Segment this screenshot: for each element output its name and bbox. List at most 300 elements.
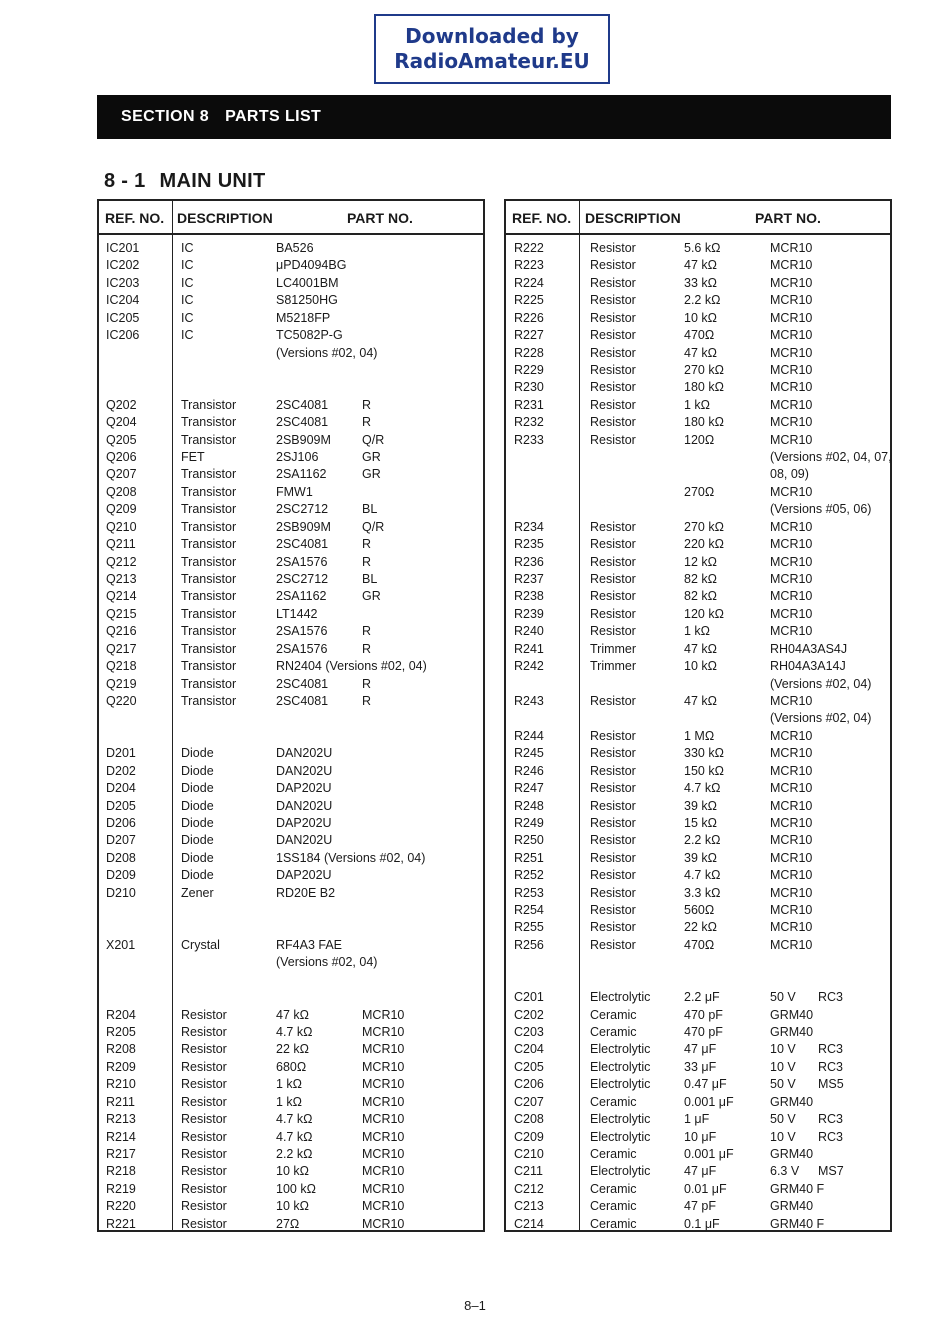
part-no-cell: MCR10 xyxy=(362,1094,405,1109)
description-cell: Diode xyxy=(181,763,214,778)
part-no-cell: R xyxy=(362,624,372,639)
description-cell: IC xyxy=(181,258,194,273)
value-cell: 47 μF xyxy=(684,1164,717,1179)
description-cell: Resistor xyxy=(590,519,636,534)
description-cell: Transistor xyxy=(181,432,237,447)
ref-cell: R227 xyxy=(514,328,544,343)
table-row xyxy=(99,815,483,832)
part-no-cell: 10 V xyxy=(770,1059,796,1074)
value-cell: 2SC4081 xyxy=(276,693,329,708)
value-cell: DAP202U xyxy=(276,781,332,796)
table-row xyxy=(506,832,890,849)
table-row xyxy=(99,501,483,518)
table-row xyxy=(99,1146,483,1163)
parts-table-right xyxy=(504,199,892,1232)
value-cell: 2SA1576 xyxy=(276,554,328,569)
description-cell: Resistor xyxy=(181,1112,227,1127)
table-row xyxy=(99,867,483,884)
table-row xyxy=(506,588,890,605)
ref-cell: R213 xyxy=(106,1112,136,1127)
part-no-cell: MCR10 xyxy=(770,606,813,621)
header-part-no: PART NO. xyxy=(755,210,821,226)
part-no-cell: MCR10 xyxy=(770,572,813,587)
description-cell: Resistor xyxy=(590,293,636,308)
description-cell: Transistor xyxy=(181,537,237,552)
ref-cell: D205 xyxy=(106,798,136,813)
part-no-cell: GRM40 xyxy=(770,1024,814,1039)
description-cell: Resistor xyxy=(181,1059,227,1074)
table-row xyxy=(506,989,890,1006)
part-no-cell: MCR10 xyxy=(362,1181,405,1196)
ref-cell: R238 xyxy=(514,589,544,604)
part-no-cell: R xyxy=(362,641,372,656)
ref-cell: C209 xyxy=(514,1129,544,1144)
description-cell: Trimmer xyxy=(590,641,637,656)
ref-cell: D210 xyxy=(106,885,136,900)
ref-cell: Q207 xyxy=(106,467,137,482)
table-row xyxy=(99,937,483,954)
table-row xyxy=(99,780,483,797)
description-cell: Ceramic xyxy=(590,1146,637,1161)
table-row xyxy=(99,658,483,675)
description-cell: Diode xyxy=(181,833,214,848)
part-no-cell: (Versions #02, 04) xyxy=(770,711,872,726)
table-row xyxy=(99,414,483,431)
table-row xyxy=(99,989,483,1006)
part-no-cell: GRM40 F xyxy=(770,1181,825,1196)
ref-cell: R234 xyxy=(514,519,544,534)
value-cell: 2SC2712 xyxy=(276,502,329,517)
part-no-cell: MCR10 xyxy=(770,397,813,412)
ref-cell: Q217 xyxy=(106,641,137,656)
table-row xyxy=(506,798,890,815)
part-no-cell: 10 V xyxy=(770,1129,796,1144)
description-cell: IC xyxy=(181,293,194,308)
header-description: DESCRIPTION xyxy=(585,210,681,226)
parts-rows-left xyxy=(99,240,483,1233)
table-row xyxy=(99,257,483,274)
ref-cell: C211 xyxy=(514,1164,543,1179)
description-cell: Diode xyxy=(181,798,214,813)
table-row xyxy=(99,832,483,849)
value-cell: (Versions #02, 04) xyxy=(276,955,378,970)
table-row xyxy=(506,815,890,832)
value-cell: 220 kΩ xyxy=(684,537,724,552)
ref-cell: R218 xyxy=(106,1164,136,1179)
value-cell: 4.7 kΩ xyxy=(276,1129,313,1144)
part-suffix-cell: RC3 xyxy=(818,1129,844,1144)
ref-cell: R219 xyxy=(106,1181,136,1196)
table-row xyxy=(99,1094,483,1111)
table-row xyxy=(506,379,890,396)
ref-cell: R248 xyxy=(514,798,544,813)
ref-cell: D201 xyxy=(106,746,136,761)
description-cell: Transistor xyxy=(181,572,237,587)
value-cell: 22 kΩ xyxy=(276,1042,309,1057)
part-no-cell: Q/R xyxy=(362,432,385,447)
part-no-cell: (Versions #02, 04, 07, xyxy=(770,450,892,465)
value-cell: DAN202U xyxy=(276,798,333,813)
value-cell: 4.7 kΩ xyxy=(684,868,721,883)
part-no-cell: 50 V xyxy=(770,990,796,1005)
table-row xyxy=(99,1041,483,1058)
value-cell: 12 kΩ xyxy=(684,554,717,569)
table-row xyxy=(99,623,483,640)
ref-cell: D209 xyxy=(106,868,136,883)
ref-cell: R247 xyxy=(514,781,544,796)
ref-cell: Q210 xyxy=(106,519,137,534)
table-row xyxy=(99,466,483,483)
ref-cell: Q212 xyxy=(106,554,137,569)
value-cell: 1 MΩ xyxy=(684,728,715,743)
ref-cell: Q218 xyxy=(106,659,137,674)
value-cell: 47 kΩ xyxy=(684,693,717,708)
part-no-cell: MCR10 xyxy=(770,833,813,848)
table-row xyxy=(506,310,890,327)
value-cell: 1 kΩ xyxy=(276,1077,303,1092)
description-cell: Ceramic xyxy=(590,1094,637,1109)
stamp-line-1: Downloaded by xyxy=(405,24,579,48)
table-row xyxy=(99,379,483,396)
description-cell: Resistor xyxy=(590,815,636,830)
description-cell: Resistor xyxy=(590,693,636,708)
table-row xyxy=(506,1041,890,1058)
section-title: PARTS LIST xyxy=(225,108,322,125)
description-cell: Resistor xyxy=(590,903,636,918)
value-cell: 0.01 μF xyxy=(684,1181,727,1196)
part-no-cell: GRM40 xyxy=(770,1007,814,1022)
table-row xyxy=(99,1024,483,1041)
value-cell: 2SA1162 xyxy=(276,467,327,482)
ref-cell: C203 xyxy=(514,1024,544,1039)
ref-cell: X201 xyxy=(106,937,136,952)
description-cell: Resistor xyxy=(590,868,636,883)
value-cell: DAN202U xyxy=(276,763,333,778)
table-row xyxy=(99,449,483,466)
description-cell: FET xyxy=(181,450,205,465)
section-label: SECTION 8 xyxy=(121,108,210,125)
ref-cell: C206 xyxy=(514,1077,544,1092)
description-cell: Resistor xyxy=(590,937,636,952)
description-cell: Diode xyxy=(181,746,214,761)
stamp-line-2: RadioAmateur.EU xyxy=(394,49,590,73)
table-row xyxy=(506,571,890,588)
part-no-cell: MCR10 xyxy=(770,903,813,918)
part-no-cell: 6.3 V xyxy=(770,1164,800,1179)
part-no-cell: MCR10 xyxy=(770,554,813,569)
table-row xyxy=(506,257,890,274)
value-cell: 2SC4081 xyxy=(276,415,329,430)
part-no-cell: 10 V xyxy=(770,1042,796,1057)
table-row xyxy=(99,292,483,309)
ref-cell: R252 xyxy=(514,868,544,883)
value-cell: 4.7 kΩ xyxy=(276,1024,313,1039)
ref-cell: R253 xyxy=(514,885,544,900)
ref-cell: IC204 xyxy=(106,293,140,308)
description-cell: Resistor xyxy=(590,380,636,395)
ref-cell: C202 xyxy=(514,1007,544,1022)
ref-cell: R245 xyxy=(514,746,544,761)
value-cell: 2.2 kΩ xyxy=(684,833,721,848)
value-cell: μPD4094BG xyxy=(276,258,347,273)
description-cell: Transistor xyxy=(181,589,237,604)
part-no-cell: GRM40 F xyxy=(770,1216,825,1231)
table-row xyxy=(99,240,483,257)
part-no-cell: MCR10 xyxy=(770,763,813,778)
value-cell: 270 kΩ xyxy=(684,519,724,534)
description-cell: Transistor xyxy=(181,397,237,412)
description-cell: Resistor xyxy=(590,624,636,639)
value-cell: 47 kΩ xyxy=(276,1007,309,1022)
ref-cell: R251 xyxy=(514,850,544,865)
ref-cell: R214 xyxy=(106,1129,136,1144)
table-row xyxy=(99,1111,483,1128)
part-no-cell: MCR10 xyxy=(770,432,813,447)
description-cell: Diode xyxy=(181,868,214,883)
description-cell: Resistor xyxy=(590,885,636,900)
part-no-cell: GR xyxy=(362,450,381,465)
download-stamp xyxy=(374,14,610,84)
description-cell: Ceramic xyxy=(590,1199,637,1214)
part-no-cell: R xyxy=(362,537,372,552)
value-cell: 0.1 μF xyxy=(684,1216,720,1231)
value-cell: RD20E B2 xyxy=(276,885,336,900)
table-row xyxy=(506,397,890,414)
description-cell: Resistor xyxy=(590,606,636,621)
table-row xyxy=(99,798,483,815)
description-cell: Transistor xyxy=(181,606,237,621)
ref-cell: R211 xyxy=(106,1094,135,1109)
part-no-cell: MCR10 xyxy=(770,415,813,430)
table-row xyxy=(506,1181,890,1198)
description-cell: Resistor xyxy=(181,1024,227,1039)
ref-cell: R241 xyxy=(514,641,544,656)
description-cell: Ceramic xyxy=(590,1181,637,1196)
table-row xyxy=(506,1129,890,1146)
value-cell: 4.7 kΩ xyxy=(684,781,721,796)
table-row xyxy=(99,710,483,727)
ref-cell: R255 xyxy=(514,920,544,935)
ref-cell: R226 xyxy=(514,310,544,325)
value-cell: 47 pF xyxy=(684,1199,716,1214)
ref-cell: Q206 xyxy=(106,450,137,465)
table-row xyxy=(506,519,890,536)
value-cell: 10 kΩ xyxy=(276,1164,309,1179)
description-cell: IC xyxy=(181,310,194,325)
value-cell: 1 kΩ xyxy=(684,397,711,412)
ref-cell: R205 xyxy=(106,1024,136,1039)
table-row xyxy=(506,536,890,553)
value-cell: TC5082P-G xyxy=(276,328,343,343)
value-cell: LT1442 xyxy=(276,606,318,621)
ref-cell: Q208 xyxy=(106,484,137,499)
description-cell: Resistor xyxy=(590,920,636,935)
table-row xyxy=(506,937,890,954)
part-no-cell: GR xyxy=(362,589,381,604)
ref-cell: IC202 xyxy=(106,258,140,273)
table-row xyxy=(506,641,890,658)
part-no-cell: MCR10 xyxy=(770,484,813,499)
ref-cell: R228 xyxy=(514,345,544,360)
value-cell: 33 μF xyxy=(684,1059,717,1074)
part-no-cell: 08, 09) xyxy=(770,467,809,482)
ref-cell: R250 xyxy=(514,833,544,848)
table-row xyxy=(99,362,483,379)
ref-cell: Q204 xyxy=(106,415,137,430)
table-row xyxy=(506,484,890,501)
ref-cell: D206 xyxy=(106,815,136,830)
table-row xyxy=(99,1163,483,1180)
description-cell: Resistor xyxy=(590,746,636,761)
table-row xyxy=(506,449,890,466)
value-cell: 0.47 μF xyxy=(684,1077,727,1092)
part-no-cell: R xyxy=(362,397,372,412)
table-row xyxy=(99,1076,483,1093)
part-no-cell: MCR10 xyxy=(362,1077,405,1092)
value-cell: 82 kΩ xyxy=(684,572,717,587)
ref-cell: R230 xyxy=(514,380,544,395)
table-row xyxy=(506,606,890,623)
table-header xyxy=(506,201,890,235)
ref-cell: C210 xyxy=(514,1146,544,1161)
description-cell: Resistor xyxy=(181,1199,227,1214)
part-no-cell: RH04A3A14J xyxy=(770,659,846,674)
value-cell: FMW1 xyxy=(276,484,313,499)
description-cell: Resistor xyxy=(181,1216,227,1231)
table-row xyxy=(99,554,483,571)
table-row xyxy=(506,432,890,449)
section-header-bar xyxy=(97,95,891,139)
value-cell: 39 kΩ xyxy=(684,850,717,865)
ref-cell: C204 xyxy=(514,1042,544,1057)
parts-rows-right xyxy=(506,240,890,1233)
unit-title xyxy=(104,170,266,193)
ref-cell: R204 xyxy=(106,1007,136,1022)
ref-cell: R208 xyxy=(106,1042,136,1057)
table-row xyxy=(99,484,483,501)
table-row xyxy=(506,780,890,797)
table-row xyxy=(99,571,483,588)
value-cell: 1 kΩ xyxy=(276,1094,303,1109)
ref-cell: R235 xyxy=(514,537,544,552)
description-cell: Resistor xyxy=(181,1181,227,1196)
ref-cell: R223 xyxy=(514,258,544,273)
description-cell: Resistor xyxy=(181,1077,227,1092)
value-cell: S81250HG xyxy=(276,293,338,308)
part-no-cell: BL xyxy=(362,502,378,517)
part-no-cell: MCR10 xyxy=(362,1024,405,1039)
value-cell: 1 μF xyxy=(684,1112,710,1127)
ref-cell: R249 xyxy=(514,815,544,830)
table-row xyxy=(506,885,890,902)
description-cell: Resistor xyxy=(590,833,636,848)
part-no-cell: MCR10 xyxy=(362,1059,405,1074)
part-no-cell: Q/R xyxy=(362,519,385,534)
description-cell: Electrolytic xyxy=(590,990,651,1005)
part-no-cell: MCR10 xyxy=(770,781,813,796)
ref-cell: IC206 xyxy=(106,328,140,343)
description-cell: Transistor xyxy=(181,484,237,499)
table-row xyxy=(99,1216,483,1233)
value-cell: DAP202U xyxy=(276,815,332,830)
value-cell: 39 kΩ xyxy=(684,798,717,813)
table-row xyxy=(99,275,483,292)
table-row xyxy=(506,345,890,362)
value-cell: 1 kΩ xyxy=(684,624,711,639)
parts-table-left xyxy=(97,199,485,1232)
description-cell: Transistor xyxy=(181,676,237,691)
value-cell: M5218FP xyxy=(276,310,331,325)
part-no-cell: (Versions #02, 04) xyxy=(770,676,872,691)
table-row xyxy=(99,327,483,344)
ref-cell: R236 xyxy=(514,554,544,569)
value-cell: 2.2 kΩ xyxy=(276,1146,313,1161)
value-cell: 0.001 μF xyxy=(684,1094,734,1109)
value-cell: 680Ω xyxy=(276,1059,307,1074)
part-no-cell: MCR10 xyxy=(770,275,813,290)
description-cell: Electrolytic xyxy=(590,1059,651,1074)
ref-cell: R220 xyxy=(106,1199,136,1214)
description-cell: Resistor xyxy=(181,1164,227,1179)
table-row xyxy=(99,1198,483,1215)
ref-cell: R237 xyxy=(514,572,544,587)
part-no-cell: MCR10 xyxy=(770,885,813,900)
page-number: 8–1 xyxy=(464,1298,486,1313)
table-row xyxy=(506,902,890,919)
ref-cell: Q216 xyxy=(106,624,137,639)
part-no-cell: MCR10 xyxy=(770,798,813,813)
part-suffix-cell: RC3 xyxy=(818,1059,844,1074)
description-cell: Transistor xyxy=(181,641,237,656)
ref-cell: R231 xyxy=(514,397,544,412)
description-cell: Resistor xyxy=(590,241,636,255)
ref-cell: C214 xyxy=(514,1216,544,1231)
part-no-cell: MCR10 xyxy=(770,258,813,273)
part-no-cell: MCR10 xyxy=(770,589,813,604)
table-row xyxy=(506,501,890,518)
part-no-cell: MCR10 xyxy=(770,380,813,395)
table-row xyxy=(99,850,483,867)
table-row xyxy=(506,728,890,745)
value-cell: 47 kΩ xyxy=(684,258,717,273)
description-cell: Resistor xyxy=(181,1146,227,1161)
part-no-cell: GRM40 xyxy=(770,1146,814,1161)
description-cell: IC xyxy=(181,275,194,290)
table-row xyxy=(99,536,483,553)
ref-cell: IC203 xyxy=(106,275,140,290)
value-cell: 470Ω xyxy=(684,328,715,343)
header-ref: REF. NO. xyxy=(512,210,572,226)
part-suffix-cell: MS7 xyxy=(818,1164,844,1179)
value-cell: BA526 xyxy=(276,241,314,255)
description-cell: Resistor xyxy=(590,728,636,743)
part-suffix-cell: RC3 xyxy=(818,990,844,1005)
description-cell: Resistor xyxy=(590,362,636,377)
table-row xyxy=(506,1059,890,1076)
value-cell: DAN202U xyxy=(276,833,333,848)
part-no-cell: R xyxy=(362,554,372,569)
table-row xyxy=(506,1163,890,1180)
value-cell: 150 kΩ xyxy=(684,763,724,778)
value-cell: 180 kΩ xyxy=(684,380,724,395)
table-row xyxy=(99,693,483,710)
description-cell: Resistor xyxy=(590,572,636,587)
table-row xyxy=(99,606,483,623)
table-row xyxy=(99,310,483,327)
ref-cell: R224 xyxy=(514,275,544,290)
ref-cell: C212 xyxy=(514,1181,544,1196)
part-no-cell: MCR10 xyxy=(362,1216,405,1231)
